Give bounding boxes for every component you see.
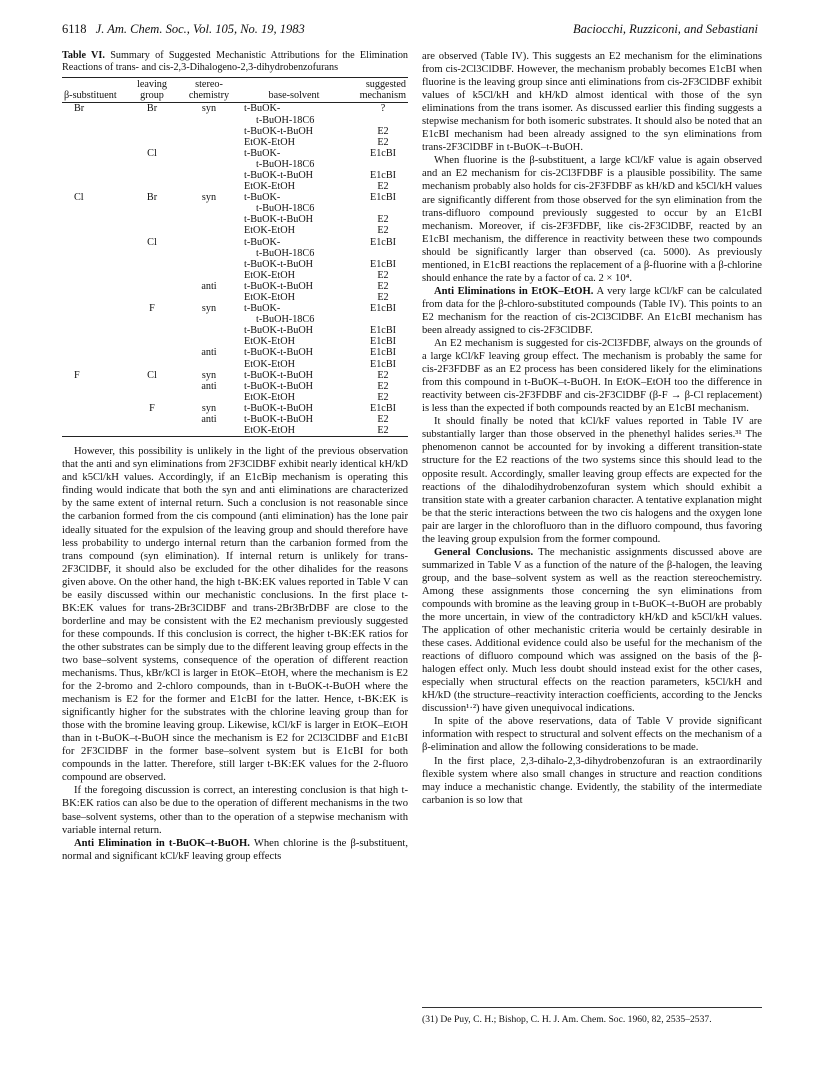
cell-mechanism: E2 [377, 369, 389, 381]
page-number: 6118 [62, 22, 87, 36]
cell-stereochemistry [176, 248, 242, 259]
cell-leaving-group [128, 126, 176, 137]
table-row [62, 347, 408, 358]
cell-beta-substituent [62, 137, 128, 148]
cell-leaving-group [128, 392, 176, 403]
cell-beta-substituent [62, 259, 128, 270]
right-paragraph-2: When fluorine is the β-substituent, a large kCl/kF value is again observed and an E2 mechanism for cis-2Cl3FDBF is a plausible possibility. The same mechanism probably also holds for cis-2F3FDBF as kH/kD and k5Cl/kH values are significantly different from those observed for the syn elimination from the trans-difluoro compound previously suggested to occur by an E1cBI mechanism. Moreover, if cis-2F3FDBF, like cis-2F3ClDBF, reacted by an E1cBI mechanism, the difference in reactivity between these two compounds should be significantly larger than observed (ca. 5000). As previously mentioned, in E1cBI reactions the replacement of a β-fluorine with a β-chlorine should enhance the rate by a factor of ca. 2 × 10⁴. [422, 155, 762, 284]
table-row [62, 259, 408, 270]
table-row [62, 292, 408, 303]
table-row [62, 403, 408, 414]
cell-mechanism: E1cBI [369, 192, 397, 204]
cell-beta-substituent [62, 159, 128, 170]
cell-beta-substituent [62, 148, 128, 159]
cell-beta-substituent [62, 170, 128, 181]
cell-beta-substituent [62, 414, 128, 425]
cell-stereochemistry: syn [201, 303, 217, 315]
cell-mechanism: E1cBI [369, 358, 397, 370]
cell-mechanism: E2 [377, 391, 389, 403]
cell-base-solvent: t-BuOK- [244, 303, 281, 315]
cell-base-solvent: EtOK-EtOH [244, 358, 295, 370]
cell-leaving-group: Cl [147, 236, 157, 248]
table-row [62, 237, 408, 248]
cell-mechanism: E2 [377, 181, 389, 193]
table-row [62, 159, 408, 170]
cell-stereochemistry: syn [201, 402, 217, 414]
cell-base-solvent: t-BuOK- [244, 103, 281, 115]
cell-base-solvent: EtOK-EtOH [244, 225, 295, 237]
right-paragraph-4: An E2 mechanism is suggested for cis-2Cl3FDBF, always on the grounds of a large kCl/kF leaving group effect. The mechanism is probably the same for cis-2F3FDBF as an E2 process has been considered likely for the eliminations from this compound in t-BuOK–t-BuOH. In EtOK–EtOH too the difference in reactivity between cis-2F3FDBF and cis-2F3ClDBF (β-F → β-Cl replacement) is less than the expected if both compounds reacted by an E1cBI mechanism. [422, 338, 762, 415]
table-row [62, 225, 408, 236]
cell-base-solvent: t-BuOK- [244, 236, 281, 248]
right-paragraph-7: In spite of the above reservations, data of Table V provide significant information with respect to structural and solvent effects on the mechanism of a β-elimination and allow the following considerations to be made. [422, 716, 762, 754]
cell-mechanism: E1cBI [369, 336, 397, 348]
cell-base-solvent: t-BuOH-18C6 [256, 247, 315, 259]
cell-stereochemistry: anti [201, 414, 217, 426]
section-run-in-heading: Anti Elimination in t-BuOK–t-BuOH. [74, 837, 250, 849]
right-paragraph-6: General Conclusions. The mechanistic assignments discussed above are summarized in Table V as a function of the nature of the β-halogen, the leaving group, and the base–solvent system as well as the reaction stereochemistry. Among these assignments those concerning the syn eliminations from compounds with bromine as the leaving group in t-BuOK–t-BuOH are probably the more uncertain, in view of the contradictory kH/kD and k5Cl/kH values. The application of other mechanistic criteria would be certainly desirable in these cases. Additional evidence could also be useful for the mechanism of the reactions of difluoro compound which was assigned on the basis of the β-halogen effect only. Much less doubt should instead exist for the other cases, especially when structural effects on the reaction parameters, k5Cl/kH and kH/kD (the structure–reactivity interaction coefficients, according to the Jencks discussion¹·²) have given unequivocal indications. [422, 546, 763, 715]
left-paragraph-1: However, this possibility is unlikely in the light of the previous observation that the anti and syn eliminations from 2F3ClDBF exhibit nearly identical kH/kD and k5Cl/kH values. Accordingly, if an E1cBip mechanism is operating this finding would indicate that both the syn and anti eliminations are characterized by the same extent of internal return. Such a conclusion is not reasonable since the carbanion formed from the cis compound (anti elimination) has the lone pair ideally situated for the expulsion of the leaving group and should therefore have less probability to undergo internal return than the carbanion formed from the trans compound (syn elimination). If internal return is unlikely for trans-2F3ClDBF, it should also be excluded for the other dihalides for the reasons given above. On the other hand, the high t-BK:EK values reported in Table V can be easily discussed within our mechanistic conclusions. In the first place t-BK:EK values for trans-2Br3ClDBF and trans-2Br3BrDBF are close to the borderline and may be consistent with the E2 mechanism previously suggested for these compounds. If this conclusion is correct, the higher t-BK:EK ratios for the other substrates can be simply due to the different leaving group effects in the two base–solvent systems, consequence of the operation of different reaction mechanisms. Thus, kBr/kCl is larger in EtOK–EtOH, where the mechanism is E2 for the 2-bromo and 2-chloro compounds, than in t-BuOK-t-BuOH where the mechanism is E2 for the former and E1cBI for the latter. Hence, t-BK:EK is significantly higher for the substrates with the chlorine leaving group than for those with the bromine leaving group. Likewise, kCl/kF is larger in EtOK–EtOH than in t-BuOK–t-BuOH since the mechanism is E2 for 2Cl3ClDBF and E1cBI for 2F3ClDBF in the former base–solvent system but is E1cBI for both compounds in the latter. Therefore, still larger t-BK:EK values for the 2-fluoro compound are observed. [62, 446, 408, 784]
cell-leaving-group [128, 170, 176, 181]
cell-leaving-group [128, 281, 176, 292]
cell-mechanism: E2 [377, 414, 389, 426]
table-row [62, 414, 408, 425]
cell-base-solvent: EtOK-EtOH [244, 136, 295, 148]
cell-leaving-group: Br [146, 192, 158, 204]
right-paragraph-5: It should finally be noted that kCl/kF values reported in Table IV are substantially larger than those observed in the phenethyl halides series.³¹ The phenomenon cannot be accounted for by invoking a different transition-state structure for the E2 reactions of the two systems since this should lead to the opposite result. Accordingly, smaller leaving group effects are expected for the reactions of the dihalodihydrobenzofuran system which should exhibit a transition state with a greater carbanion character. A tentative explanation might be that the steric interactions between the two cis halogens and the oxygen lone pair are larger in the chlorofluoro than in the difluoro compound, thus favoring the leaving group expulsion from the former compound. [422, 416, 762, 545]
table-row [62, 181, 408, 192]
table-row [62, 115, 408, 126]
cell-base-solvent: t-BuOK-t-BuOH [244, 347, 314, 359]
cell-leaving-group [128, 225, 176, 236]
cell-leaving-group: F [149, 303, 155, 315]
cell-base-solvent: EtOK-EtOH [244, 292, 295, 303]
cell-mechanism: E1cBI [369, 169, 397, 181]
cell-mechanism: E1cBI [369, 258, 397, 270]
table-label: Table VI. [62, 50, 105, 61]
table-row [62, 148, 408, 159]
cell-base-solvent: t-BuOK-t-BuOH [244, 325, 314, 337]
cell-beta-substituent [62, 126, 128, 137]
cell-mechanism: E2 [377, 380, 389, 392]
cell-mechanism: E1cBI [369, 347, 397, 359]
cell-base-solvent: EtOK-EtOH [244, 336, 295, 348]
cell-base-solvent: t-BuOH-18C6 [256, 114, 315, 126]
cell-base-solvent: t-BuOK-t-BuOH [244, 214, 314, 226]
cell-mechanism [346, 203, 408, 214]
cell-beta-substituent [62, 292, 128, 303]
cell-stereochemistry: syn [201, 192, 217, 204]
cell-mechanism: E1cBI [369, 303, 397, 315]
journal-citation: J. Am. Chem. Soc., Vol. 105, No. 19, 1983 [95, 22, 305, 36]
cell-leaving-group: Cl [147, 369, 157, 381]
cell-base-solvent: t-BuOK-t-BuOH [244, 402, 314, 414]
cell-stereochemistry [176, 148, 242, 159]
left-paragraph-3: Anti Elimination in t-BuOK–t-BuOH. When chlorine is the β-substituent, normal and significant kCl/kF leaving group effects [62, 837, 408, 862]
cell-base-solvent: t-BuOH-18C6 [256, 203, 315, 215]
cell-base-solvent: t-BuOK- [244, 147, 281, 159]
cell-leaving-group [128, 336, 176, 347]
cell-base-solvent: t-BuOK-t-BuOH [244, 414, 314, 426]
table-row [62, 214, 408, 225]
cell-beta-substituent [62, 347, 128, 358]
cell-stereochemistry [176, 259, 242, 270]
table-row [62, 137, 408, 148]
cell-mechanism: E1cBI [369, 402, 397, 414]
cell-leaving-group [128, 325, 176, 336]
cell-beta-substituent [62, 325, 128, 336]
cell-leaving-group [128, 203, 176, 214]
cell-base-solvent: t-BuOK- [244, 192, 281, 204]
page-header [62, 22, 758, 40]
cell-mechanism: E2 [377, 214, 389, 226]
cell-stereochemistry [176, 270, 242, 281]
cell-beta-substituent [62, 425, 128, 437]
table-header-row [62, 78, 408, 103]
table-row [62, 126, 408, 137]
cell-leaving-group [128, 292, 176, 303]
th-base-solvent: base-solvent [242, 78, 346, 103]
table-row [62, 314, 408, 325]
cell-leaving-group [128, 159, 176, 170]
cell-stereochemistry [176, 181, 242, 192]
cell-mechanism: E2 [377, 280, 389, 292]
right-paragraph-8: In the first place, 2,3-dihalo-2,3-dihydrobenzofuran is an extraordinarily flexible system where also small changes in structure and reaction conditions may induce a mechanistic change. Evidently, the stability of the intermediate carbanion is so low that [422, 755, 762, 806]
cell-mechanism: ? [380, 103, 386, 115]
cell-mechanism: E2 [377, 225, 389, 237]
cell-stereochemistry [176, 126, 242, 137]
table-row [62, 392, 408, 403]
cell-leaving-group [128, 115, 176, 126]
cell-beta-substituent: Cl [74, 192, 84, 204]
cell-leaving-group [128, 425, 176, 437]
cell-leaving-group [128, 270, 176, 281]
cell-leaving-group: Cl [147, 147, 157, 159]
cell-leaving-group [128, 137, 176, 148]
cell-stereochemistry [176, 115, 242, 126]
cell-base-solvent: t-BuOH-18C6 [256, 314, 315, 326]
table-body [62, 103, 408, 437]
cell-base-solvent: t-BuOK-t-BuOH [244, 169, 314, 181]
table-row [62, 203, 408, 214]
cell-base-solvent: EtOK-EtOH [244, 269, 295, 281]
table-row [62, 336, 408, 347]
table-row [62, 303, 408, 314]
cell-stereochemistry [176, 292, 242, 303]
table-caption [62, 50, 408, 74]
cell-mechanism: E2 [377, 292, 389, 303]
left-paragraph-2: If the foregoing discussion is correct, an interesting conclusion is that high t-BK:EK ratios can also be due to the operation of different mechanisms in the two base–solvent systems, other than to the operation of a stepwise mechanism with variable internal return. [62, 785, 408, 836]
cell-base-solvent: t-BuOK-t-BuOH [244, 258, 314, 270]
cell-stereochemistry: anti [201, 347, 217, 359]
table-row [62, 325, 408, 336]
section-run-in-heading: General Conclusions. [434, 546, 534, 558]
cell-base-solvent: EtOK-EtOH [244, 181, 295, 193]
cell-stereochemistry: syn [201, 369, 217, 381]
cell-stereochemistry [176, 214, 242, 225]
table-row [62, 270, 408, 281]
cell-leaving-group [128, 314, 176, 325]
cell-stereochemistry [176, 325, 242, 336]
right-paragraph-3: Anti Eliminations in EtOK–EtOH. A very large kCl/kF can be calculated from data for the β-chloro-substituted compounds (Table IV). This points to an E2 mechanism for the reaction of cis-2Cl3ClDBF. An E1cBI mechanism has been already assigned to cis-2F3ClDBF. [422, 285, 762, 336]
table-row [62, 381, 408, 392]
cell-mechanism: E2 [377, 136, 389, 148]
th-stereochemistry: stereo-chemistry [176, 78, 242, 103]
cell-beta-substituent [62, 237, 128, 248]
cell-beta-substituent [62, 214, 128, 225]
table-caption-text: Summary of Suggested Mechanistic Attributions for the Elimination Reactions of trans- and cis-2,3-Dihalogeno-2,3-dihydrobenzofurans [62, 50, 409, 74]
cell-mechanism [346, 314, 408, 325]
cell-base-solvent: t-BuOK-t-BuOH [244, 280, 314, 292]
cell-mechanism: E2 [377, 425, 389, 437]
table-row [62, 425, 408, 437]
cell-leaving-group [128, 414, 176, 425]
cell-beta-substituent [62, 392, 128, 403]
cell-beta-substituent [62, 225, 128, 236]
cell-stereochemistry: anti [201, 380, 217, 392]
table-row [62, 170, 408, 181]
cell-leaving-group [128, 248, 176, 259]
section-run-in-heading: Anti Eliminations in EtOK–EtOH. [434, 285, 594, 297]
cell-beta-substituent [62, 203, 128, 214]
cell-stereochemistry [176, 237, 242, 248]
cell-beta-substituent [62, 248, 128, 259]
cell-beta-substituent [62, 381, 128, 392]
cell-base-solvent: t-BuOK-t-BuOH [244, 380, 314, 392]
cell-beta-substituent [62, 336, 128, 347]
mechanism-table [62, 77, 408, 437]
cell-beta-substituent [62, 303, 128, 314]
cell-stereochemistry [176, 314, 242, 325]
table-row [62, 192, 408, 203]
cell-stereochemistry [176, 425, 242, 437]
table-row [62, 103, 408, 115]
table-row [62, 248, 408, 259]
table-row [62, 281, 408, 292]
cell-leaving-group [128, 259, 176, 270]
th-suggested-mechanism: suggested mechanism [346, 78, 408, 103]
table-row [62, 359, 408, 370]
cell-beta-substituent [62, 314, 128, 325]
cell-mechanism: E1cBI [369, 325, 397, 337]
running-authors: Baciocchi, Ruzziconi, and Sebastiani [572, 22, 758, 36]
cell-stereochemistry [176, 159, 242, 170]
right-paragraph-1: are observed (Table IV). This suggests an E2 mechanism for the eliminations from cis-2Cl3ClDBF. However, the mechanism probably becomes E1cBI when fluorine is the leaving group since anti eliminations from cis-2F3ClDBF exhibit values of k5Cl/kH and kH/kD almost identical with those of the syn eliminations from the trans isomer. As discussed earlier this finding suggests a stepwise mechanism for both isomeric substrates. It should also be noted that an E1cBI mechanism had been already assigned to the syn eliminations from trans-2F3ClDBF in t-BuOK–t-BuOH. [422, 51, 762, 154]
cell-stereochemistry [176, 392, 242, 403]
cell-mechanism: E2 [377, 269, 389, 281]
cell-beta-substituent: F [74, 369, 80, 381]
cell-leaving-group [128, 214, 176, 225]
cell-stereochemistry [176, 336, 242, 347]
cell-leaving-group [128, 359, 176, 370]
footnote: (31) De Puy, C. H.; Bishop, C. H. J. Am. Chem. Soc. 1960, 82, 2535–2537. [422, 1007, 762, 1026]
th-leaving-group: leaving group [128, 78, 176, 103]
th-beta-substituent: β-substituent [62, 78, 128, 103]
cell-leaving-group [128, 381, 176, 392]
left-column [62, 50, 408, 863]
cell-base-solvent: t-BuOK-t-BuOH [244, 369, 314, 381]
cell-mechanism [346, 248, 408, 259]
cell-beta-substituent: Br [74, 103, 85, 115]
cell-base-solvent: EtOK-EtOH [244, 391, 295, 403]
cell-beta-substituent [62, 270, 128, 281]
cell-stereochemistry: syn [201, 103, 217, 115]
cell-stereochemistry [176, 359, 242, 370]
cell-mechanism [346, 159, 408, 170]
cell-mechanism: E1cBI [369, 236, 397, 248]
cell-beta-substituent [62, 181, 128, 192]
cell-beta-substituent [62, 281, 128, 292]
cell-leaving-group: Br [146, 103, 158, 115]
cell-stereochemistry [176, 203, 242, 214]
right-column [422, 50, 762, 807]
cell-leaving-group: F [149, 402, 155, 414]
cell-base-solvent: EtOK-EtOH [244, 425, 295, 437]
cell-beta-substituent [62, 403, 128, 414]
cell-stereochemistry [176, 137, 242, 148]
cell-beta-substituent [62, 359, 128, 370]
cell-leaving-group [128, 347, 176, 358]
table-row [62, 370, 408, 381]
cell-leaving-group [128, 181, 176, 192]
cell-stereochemistry [176, 225, 242, 236]
cell-stereochemistry [176, 170, 242, 181]
cell-mechanism: E1cBI [369, 147, 397, 159]
cell-beta-substituent [62, 115, 128, 126]
cell-mechanism: E2 [377, 125, 389, 137]
cell-base-solvent: t-BuOH-18C6 [256, 158, 315, 170]
cell-mechanism [346, 115, 408, 126]
cell-stereochemistry: anti [201, 280, 217, 292]
cell-base-solvent: t-BuOK-t-BuOH [244, 125, 314, 137]
